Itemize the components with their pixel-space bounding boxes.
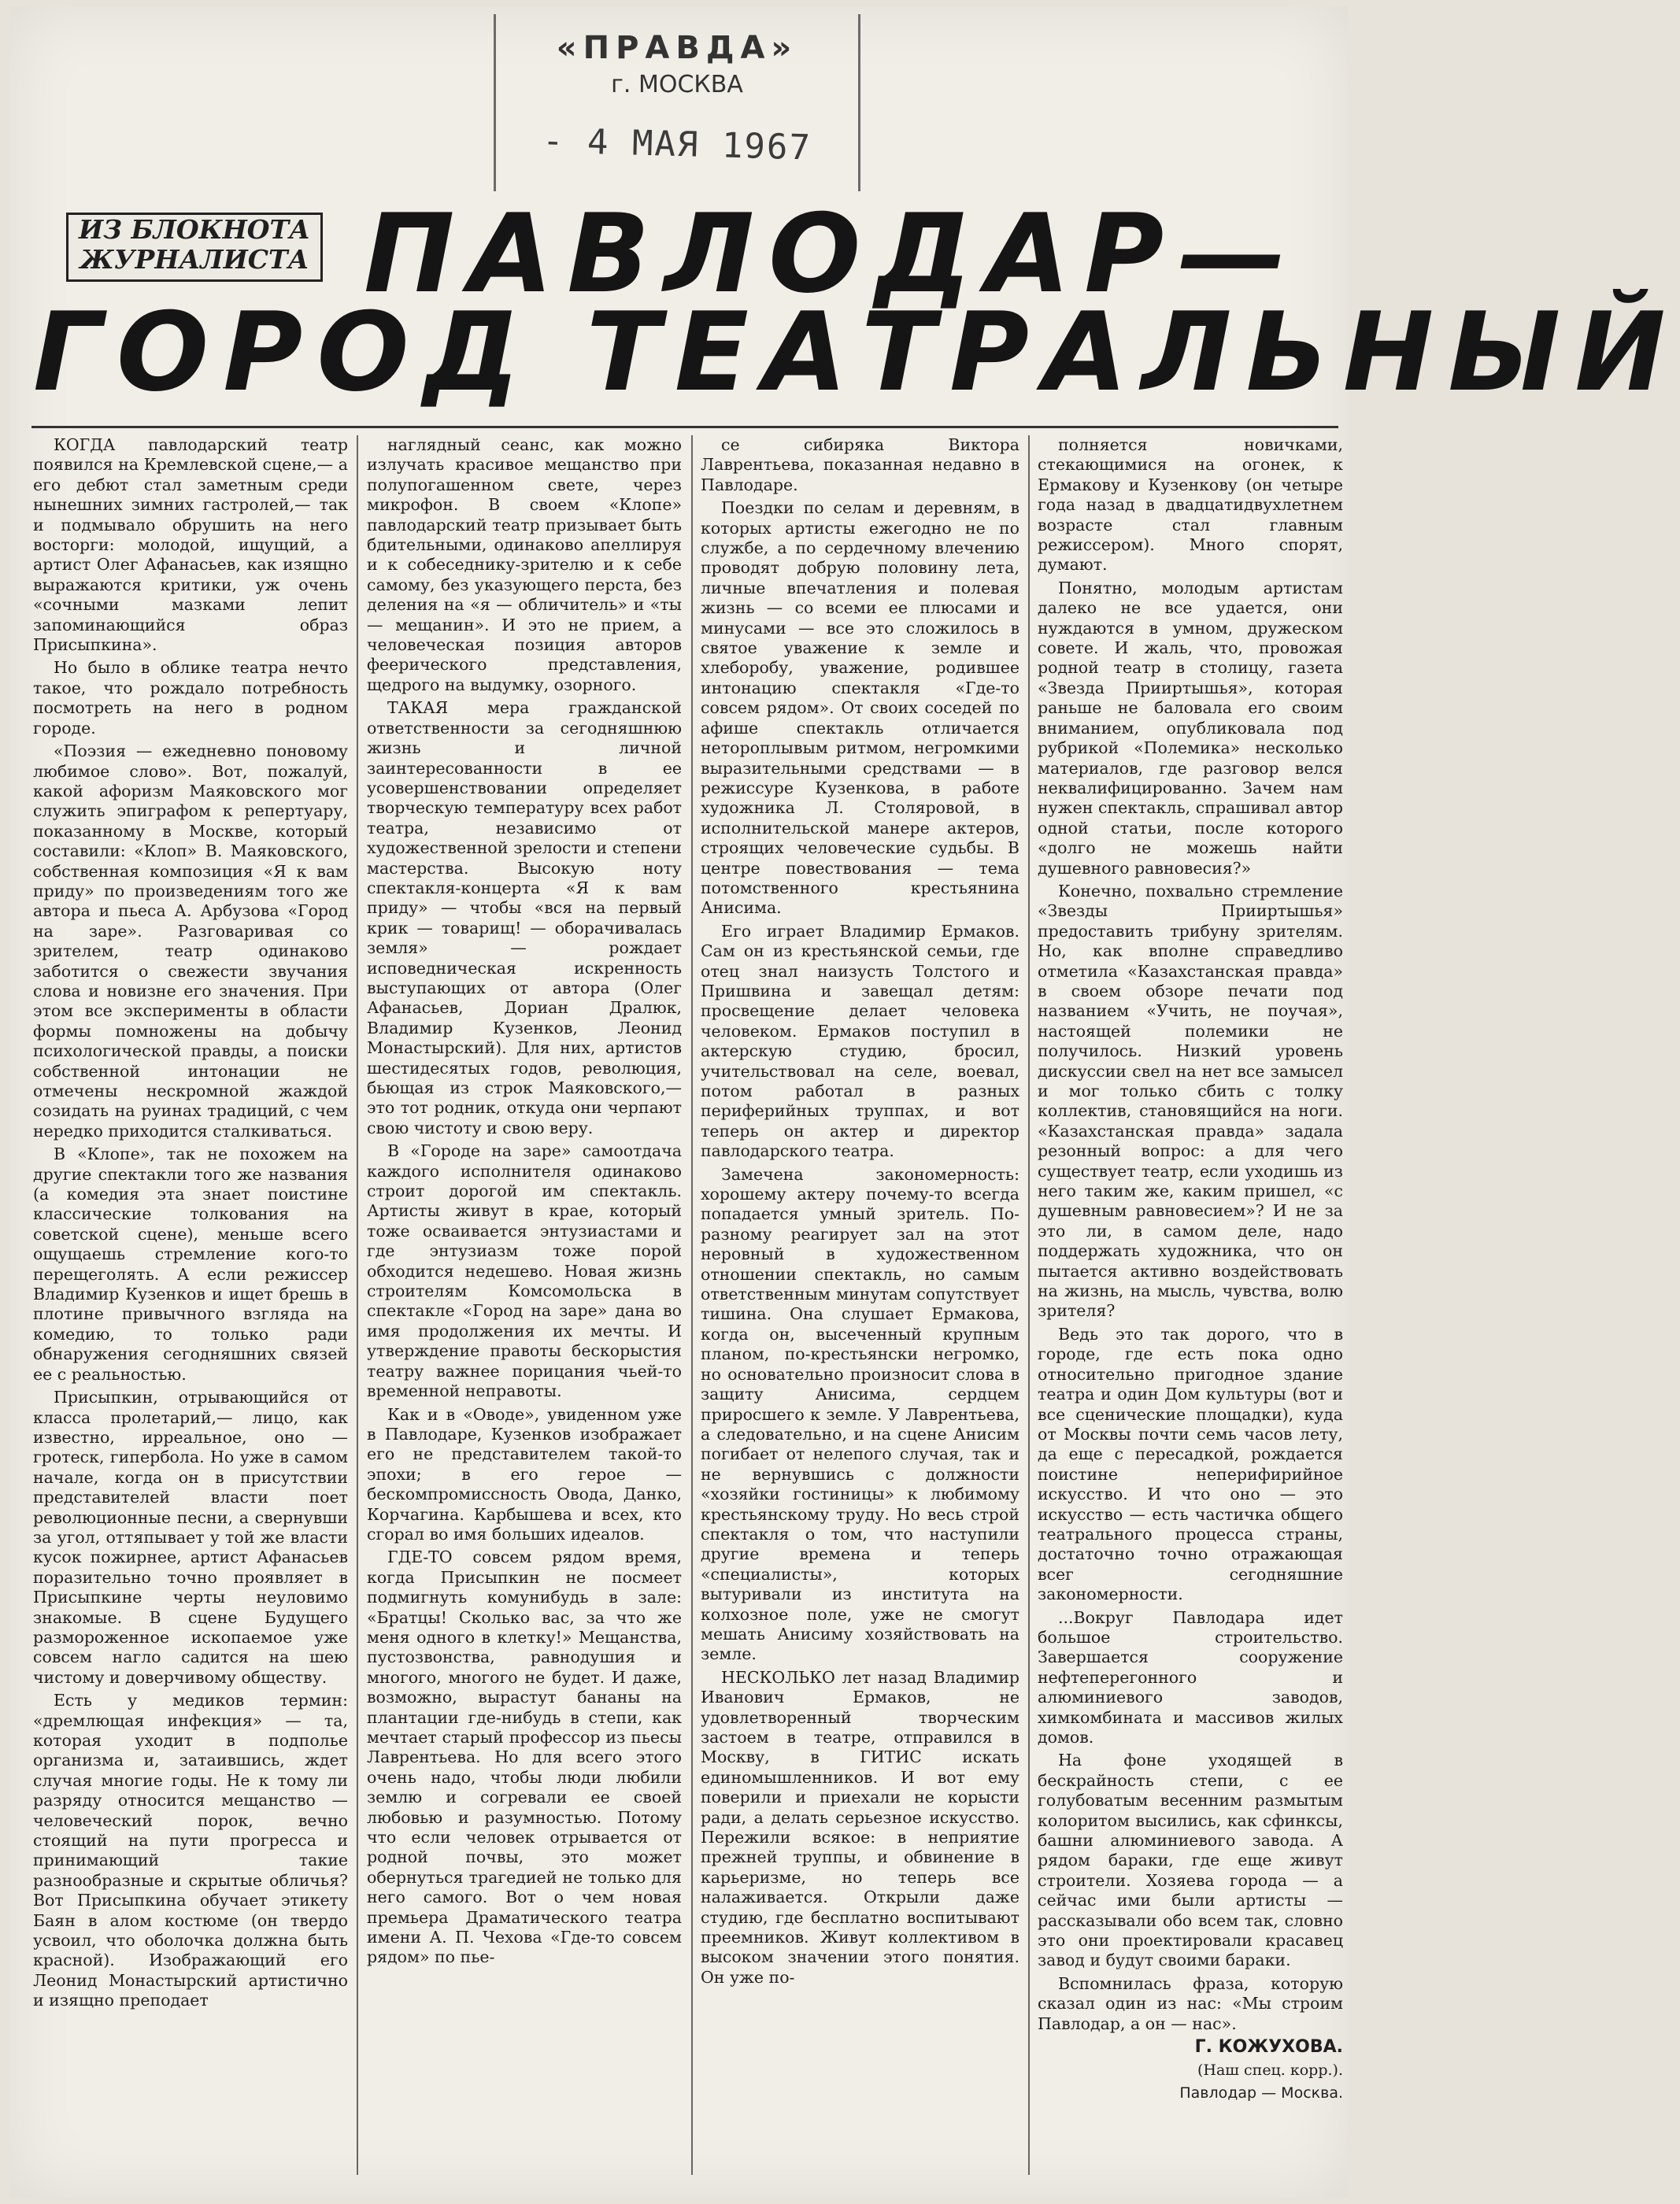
paragraph: Конечно, похвально стремление «Звезды Прииртышья» предоставить трибуну зрителям. Но, как вполне справедливо отметила «Казахстанская правда» в своем обзоре печати под названием «Учить, не поучая», настоящей полемики не получилось. Низкий уровень дискуссии свел на нет все замысел и мог только сбить с толку коллектив, становящийся на ноги. «Казахстанская правда» задала резонный вопрос: а для чего существует театр, если уходишь из него таким же, каким пришел, «с душевным равновесием»? И не за это ли, в самом деле, надо поддержать художника, что он пытается активно воздействовать на жизнь, на мысль, чувства, волю зрителя? [1038,881,1343,1321]
rubric-box [66,213,323,282]
stamp-newspaper-name: «ПРАВДА» [556,30,798,66]
article-column-2 [367,435,682,2187]
paragraph: Есть у медиков термин: «дремлющая инфекция» — та, которая уходит в подполье организма и, затаившись, ждет случая многие годы. Не к тому ли разряду относится мещанство — человеческий порок, вечно стоящий на пути прогресса и принимающий такие разнообразные и скрытые обличья? Вот Присыпкина обучает этикету Баян в алом костюме (он твердо усвоил, что оболочка должна быть красной). Изображающий его Леонид Монастырский артистично и изящно преподает [33,1691,348,2010]
paragraph: ГДЕ-ТО совсем рядом время, когда Присыпкин не посмеет подмигнуть комунибудь в зале: «Братцы! Сколько вас, за что же меня одного в клетку!» Мещанства, пустозвонства, равнодушия и многого, многого не будет. И даже, возможно, вырастут бананы на плантации где-нибудь в степи, как мечтает старый профессор из пьесы Лаврентьева. Но для всего этого очень надо, чтобы люди любили землю и согревали ее своей любовью и разумностью. Потому что если человек отрывается от родной почвы, это может обернуться трагедией не только для него самого. Вот о чем новая премьера Драматического театра имени А. П. Чехова «Где-то совсем рядом» по пье- [367,1548,682,1967]
paragraph: Присыпкин, отрывающийся от класса пролетарий,— лицо, как известно, ирреальное, оно — гротеск, гипербола. Но уже в самом начале, когда он в присутствии представителей власти поет революционные песни, а свернувши за угол, оттяпывает у той же власти кусок пожирнее, артист Афанасьев поразительно точно проявляет в Присыпкине черты неуловимо знакомые. В сцене Будущего размороженное ископаемое уже совсем нагло садится на шею чистому и доверчивому обществу. [33,1388,348,1687]
article-body [31,435,1345,2191]
headline-line-1: ПАВЛОДАР— [364,190,1301,317]
paragraph: наглядный сеанс, как можно излучать красивое мещанство при полупогашенном свете, через микрофон. В своем «Клопе» павлодарский театр призывает быть бдительными, одинаково апеллируя и к собеседнику-зрителю и к себе самому, без указующего перста, без деления на «я — обличитель» и «ты — мещанин». И это не прием, а человеческая позиция авторов феерического представления, щедрого на выдумку, озорного. [367,435,682,694]
paragraph: Поездки по селам и деревням, в которых артисты ежегодно не по службе, а по сердечному влечению проводят добрую половину лета, личные впечатления и полевая жизнь — со всеми ее плюсами и минусами — все это сложилось в святое уважение к земле и хлеборобу, уважение, родившее интонацию спектакля «Где-то совсем рядом». От своих соседей по афише спектакль отличается нетороплывым ритмом, негромкими выразительными средствами — в режиссуре Кузенкова, в работе художника Л. Столяровой, в исполнительской манере актеров, строящих человеческие судьбы. В центре повествования — тема потомственного крестьянина Анисима. [701,498,1019,918]
author-note: (Наш спец. корр.). [1197,2061,1343,2079]
paragraph: «Поэзия — ежедневно поновому любимое слово». Вот, пожалуй, какой афоризм Маяковского мог служить эпиграфом к репертуару, показанному в Москве, который составили: «Клоп» В. Маяковского, собственная композиция «Я к вам приду» по произведениям того же автора и пьеса А. Арбузова «Город на заре». Разговаривая со зрителем, театр одинаково заботится о свежести звучания слова и новизне его значения. При этом все эксперименты в области формы помножены на добычу психологической правды, а поиски собственной интонации не отмечены нескромной жаждой созидать на руинах традиций, с чем нередко приходится сталкиваться. [33,741,348,1141]
article-column-1 [33,435,348,2187]
rubric-line-2: ЖУРНАЛИСТА [80,244,309,275]
column-separator [1028,435,1030,2175]
column-separator [357,435,358,2175]
paragraph: В «Городе на заре» самоотдача каждого исполнителя одинаково строит дорогой им спектакль. Артисты живут в крае, который тоже осваивается энтузиастами и где энтузиазм тоже порой обходится недешево. Новая жизнь строителям Комсомольска в спектакле «Город на заре» дана во имя продолжения их мечты. И утверждение правоты бескорыстия театру важнее порицания чьей-то временной неправоты. [367,1141,682,1401]
paragraph: Вспомнилась фраза, которую сказал один из нас: «Мы строим Павлодар, а он — нас». [1038,1973,1343,2033]
article-column-4 [1038,435,1343,2187]
article-column-3 [701,435,1019,2187]
paragraph: Ведь это так дорого, что в городе, где есть пока одно относительно пригодное здание театра и один Дом культуры (вот и все сценические площадки), куда от Москвы почти семь часов лету, да еще с пересадкой, рождается поистине неперифирийное искусство. И что оно — это искусство — есть частичка общего театрального процесса страны, достаточно точно отражающая всег сегодняшние закономерности. [1038,1324,1343,1604]
paragraph: Но было в облике театра нечто такое, что рождало потребность посмотреть на него в родном городе. [33,658,348,738]
paragraph: ТАКАЯ мера гражданской ответственности за сегодняшнюю жизнь и личной заинтересованности в ее усовершенствовании определяет творческую температуру всех работ театра, независимо от художественной зрелости и степени мастерства. Высокую ноту спектакля-концерта «Я к вам приду» — чтобы «вся на первый крик — товарищ! — оборачивалась земля» — рождает исповедническая искренность выступающих от автора (Олег Афанасьев, Дориан Дралюк, Владимир Кузенков, Леонид Монастырский). Для них, артистов шестидесятых годов, революция, бьющая из строк Маяковского,— это тот родник, откуда они черпают свою чистоту и свою веру. [367,698,682,1137]
stamp-date: - 4 МАЯ 1967 [542,120,812,168]
newspaper-clipping [9,6,1680,2198]
archive-stamp [494,14,860,191]
paragraph: Его играет Владимир Ермаков. Сам он из крестьянской семьи, где отец знал наизусть Толстого и Пришвина и завещал детям: просвещение делает человека человеком. Ермаков поступил в актерскую студию, бросил, учительствовал на селе, воевал, потом работал в разных периферийных труппах, и вот теперь он актер и директор павлодарского театра. [701,921,1019,1161]
rubric-line-1: ИЗ БЛОКНОТА [79,214,310,245]
paragraph: КОГДА павлодарский театр появился на Кремлевской сцене,— а его дебют стал заметным среди нынешних зимних гастролей,— так и подмывало обрушить на него восторги: молодой, ищущий, а артист Олег Афанасьев, как изящно выражаются критики, уж очень «сочными мазками лепит запоминающийся образ Присыпкина». [33,435,348,655]
paragraph: Понятно, молодым артистам далеко не все удается, они нуждаются в умном, дружеском совете. И жаль, что, провожая родной театр в столицу, газета «Звезда Прииртышья», которая раньше не баловала его своим вниманием, опубликовала под рубрикой «Полемика» несколько материалов, где разговор велся неквалифицированно. Зачем нам нужен спектакль, спрашивал автор одной статьи, после которого «долго не можешь найти душевного равновесия?» [1038,578,1343,878]
paragraph: ...Вокруг Павлодара идет большое строительство. Завершается сооружение нефтеперегонного и алюминиевого заводов, химкомбината и массивов жилых домов. [1038,1607,1343,1747]
headline-rule [31,426,1338,428]
author-signature: Г. КОЖУХОВА. [1194,2037,1343,2058]
paragraph: се сибиряка Виктора Лаврентьева, показанная недавно в Павлодаре. [701,435,1019,494]
paragraph: Как и в «Оводе», увиденном уже в Павлодаре, Кузенков изображает его не представителем такой-то эпохи; в его герое — бескомпромиссность Овода, Данко, Корчагина. Карбышева и всех, кто сгорал во имя больших идеалов. [367,1404,682,1544]
paragraph: В «Клопе», так не похожем на другие спектакли того же названия (а комедия эта знает поистине классические толкования на советской сцене), меньше всего ощущаешь стремление кого-то перещеголять. А если режиссер Владимир Кузенков и ищет брешь в плотине привычного взгляда на комедию, то только ради обнаружения сегодняшних связей ее с реальностью. [33,1145,348,1384]
stamp-city: г. МОСКВА [611,71,743,98]
paragraph: полняется новичками, стекающимися на огонек, к Ермакову и Кузенкову (он четыре года назад в двадцатидвухлетнем возрасте стал главным режиссером). Много спорят, думают. [1038,435,1343,575]
dateline-place: Павлодар — Москва. [1179,2084,1343,2102]
headline-line-2: ГОРОД ТЕАТРАЛЬНЫЙ [33,289,1680,416]
paragraph: Замечена закономерность: хорошему актеру почему-то всегда попадается умный зритель. По-разному реагирует зал на этот неровный в художественном отношении спектакль, но самым ответственным минутам сопутствует тишина. Она слушает Ермакова, когда он, высеченный крупным планом, по-крестьянски негромко, но основательно произносит слова в защиту Анисима, сердцем приросшего к земле. У Лаврентьева, а следовательно, и на сцене Анисим погибает от нелепого случая, так и не вернувшись с должности «хозяйки гостиницы» к любимому крестьянскому труду. Но весь строй спектакля о том, что наступили другие времена и теперь «специалисты», которых вытуривали из института на колхозное поле, уже не смогут мешать Анисиму хозяйствовать на земле. [701,1164,1019,1664]
paragraph: На фоне уходящей в бескрайность степи, с ее голубоватым весенним размытым колоритом высились, как сфинксы, башни алюминиевого завода. А рядом бараки, где еще живут строители. Хозяева города — а сейчас ими были артисты — рассказывали обо всем так, словно это они проектировали красавец завод и будут своими бараки. [1038,1751,1343,1970]
column-separator [691,435,693,2175]
paragraph: НЕСКОЛЬКО лет назад Владимир Иванович Ермаков, не удовлетворенный творческим застоем в театре, отправился в Москву, в ГИТИС искать единомышленников. И вот ему поверили и приехали не корысти ради, а делать серьезное искусство. Пережили всякое: в неприятие прежней труппы, и обвинение в карьеризме, но теперь все налаживается. Открыли даже студию, где бесплатно воспитывают преемников. Живут коллективом в высоком значении этого понятия. Он уже по- [701,1667,1019,1987]
